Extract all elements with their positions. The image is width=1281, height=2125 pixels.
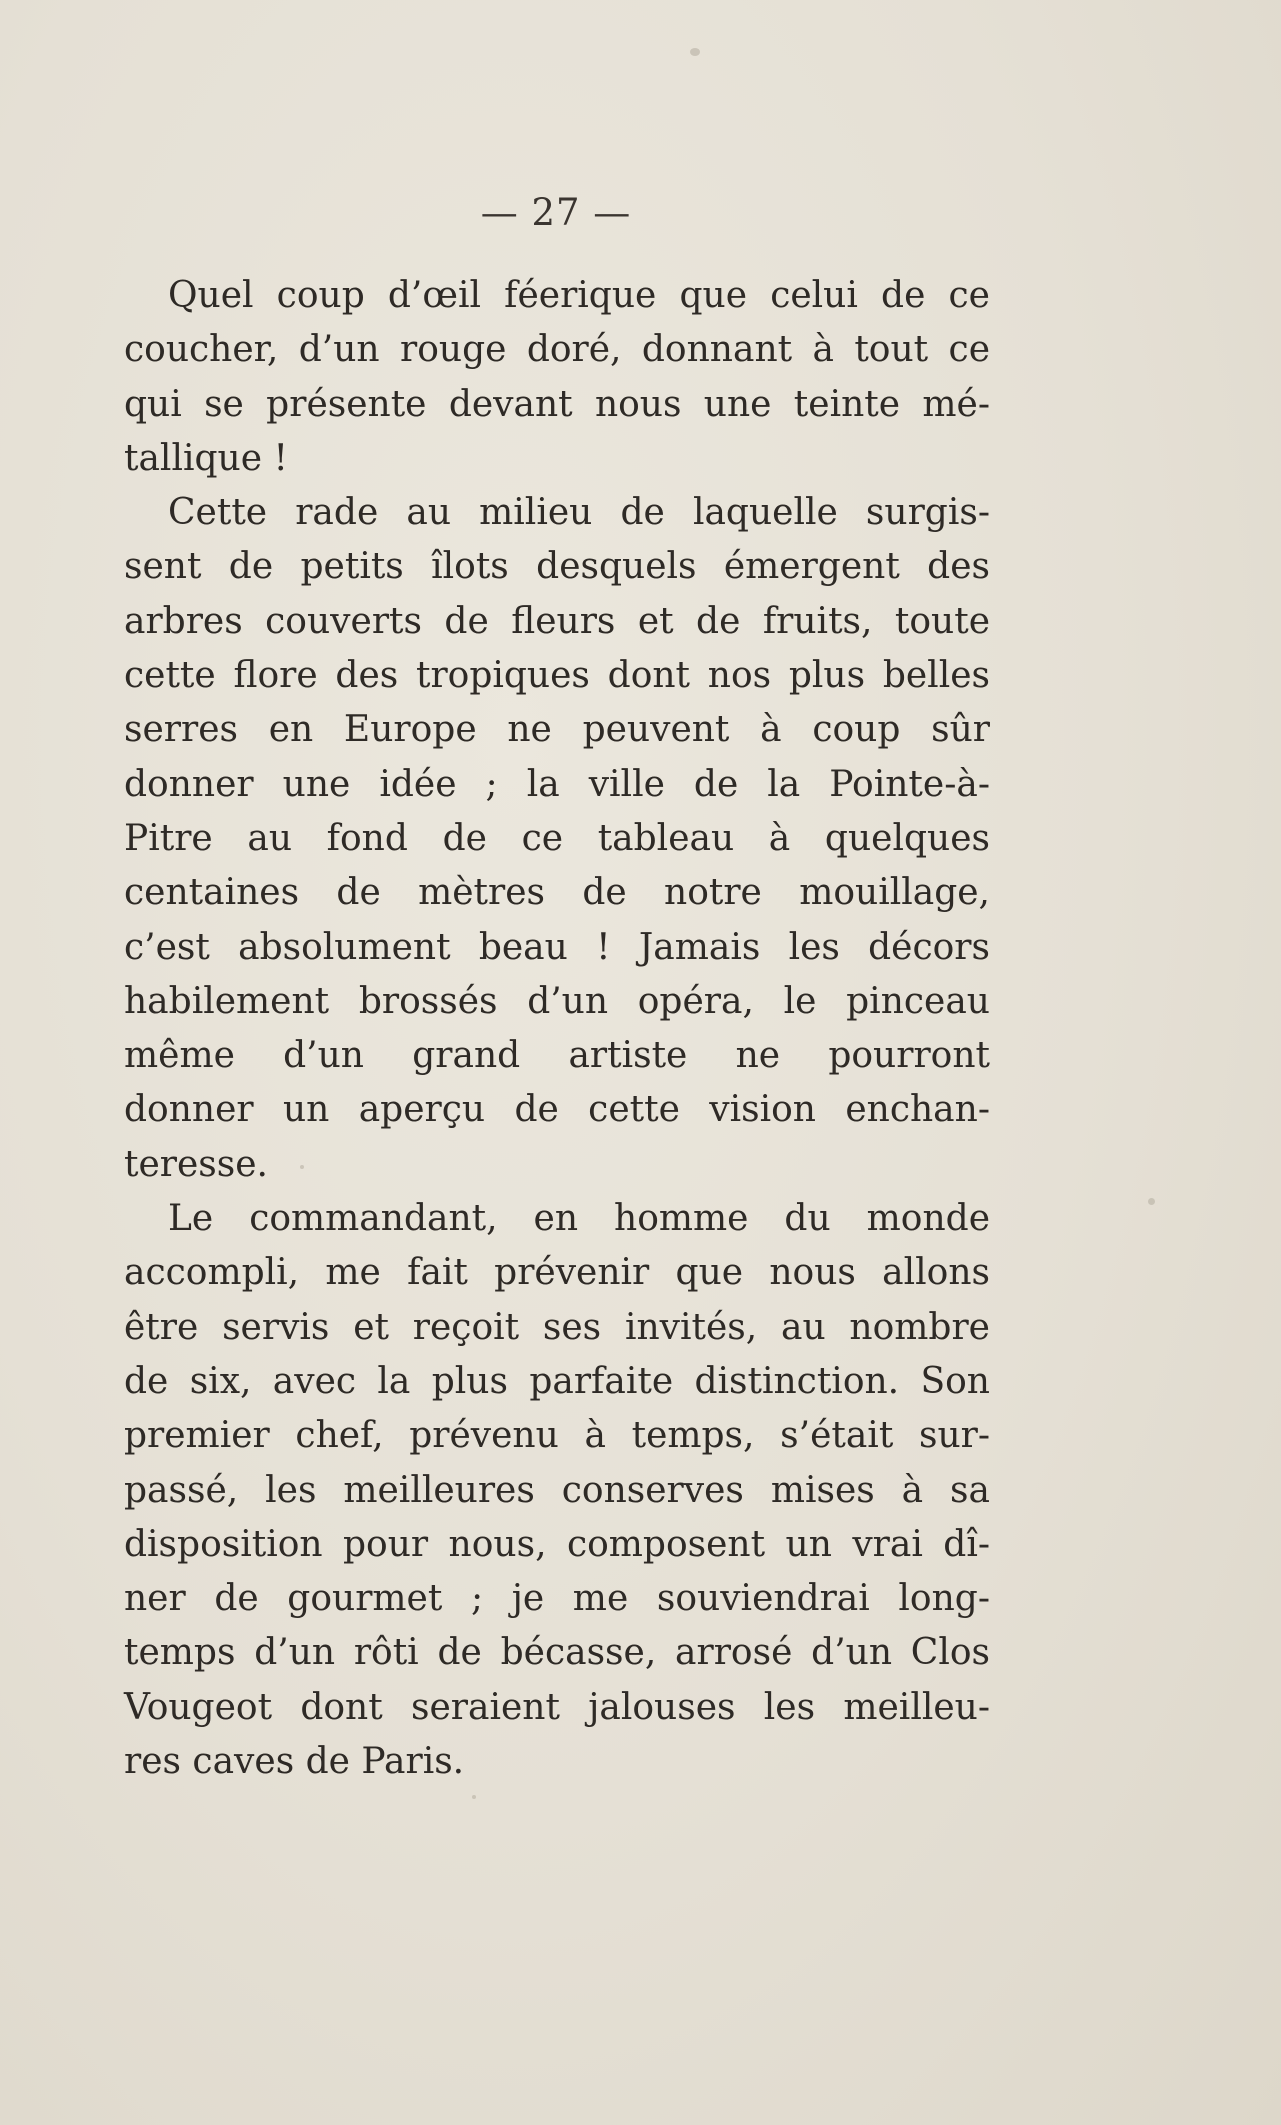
- text-line: sent de petits îlots desquels émergent des: [124, 546, 990, 588]
- text-line: disposition pour nous, composent un vrai dî-: [124, 1523, 990, 1565]
- text-line: arbres couverts de fleurs et de fruits, toute: [124, 600, 990, 642]
- text-line: Cette rade au milieu de laquelle surgis-: [168, 492, 990, 534]
- text-line: Pitre au fond de ce tableau à quelques: [124, 817, 990, 859]
- body-text: [124, 269, 990, 1789]
- text-line: c’est absolument beau ! Jamais les décors: [124, 926, 990, 968]
- paper-speck: [300, 1165, 304, 1169]
- text-line: teresse.: [124, 1143, 268, 1185]
- text-line: Le commandant, en homme du monde: [168, 1198, 990, 1240]
- text-line: Vougeot dont seraient jalouses les meilleu-: [124, 1686, 990, 1728]
- text-line: serres en Europe ne peuvent à coup sûr: [124, 709, 990, 751]
- text-line: de six, avec la plus parfaite distinction. Son: [124, 1360, 990, 1402]
- text-line: passé, les meilleures conserves mises à sa: [124, 1469, 990, 1511]
- text-line: donner un aperçu de cette vision enchan-: [124, 1089, 990, 1131]
- text-line: Quel coup d’œil féerique que celui de ce: [168, 275, 990, 316]
- paper-speck: [472, 1795, 476, 1799]
- text-line: qui se présente devant nous une teinte mé-: [124, 383, 990, 425]
- paper-speck: [690, 48, 700, 56]
- text-line: tallique !: [124, 437, 288, 479]
- text-line: centaines de mètres de notre mouillage,: [124, 872, 990, 914]
- page-number: — 27 —: [480, 191, 632, 234]
- text-line: accompli, me fait prévenir que nous allons: [124, 1252, 990, 1294]
- text-line: donner une idée ; la ville de la Pointe-à-: [124, 763, 990, 805]
- text-line: même d’un grand artiste ne pourront: [124, 1035, 990, 1077]
- text-line: ner de gourmet ; je me souviendrai long-: [124, 1578, 990, 1620]
- text-line: temps d’un rôti de bécasse, arrosé d’un Clos: [124, 1632, 990, 1674]
- text-line: coucher, d’un rouge doré, donnant à tout ce: [124, 329, 990, 371]
- text-line: res caves de Paris.: [124, 1741, 465, 1783]
- text-line: être servis et reçoit ses invités, au nombre: [124, 1306, 990, 1348]
- paper-speck: [1148, 1198, 1155, 1205]
- text-line: habilement brossés d’un opéra, le pinceau: [124, 980, 990, 1022]
- text-line: cette flore des tropiques dont nos plus belles: [124, 655, 990, 697]
- text-line: premier chef, prévenu à temps, s’était sur-: [124, 1415, 990, 1457]
